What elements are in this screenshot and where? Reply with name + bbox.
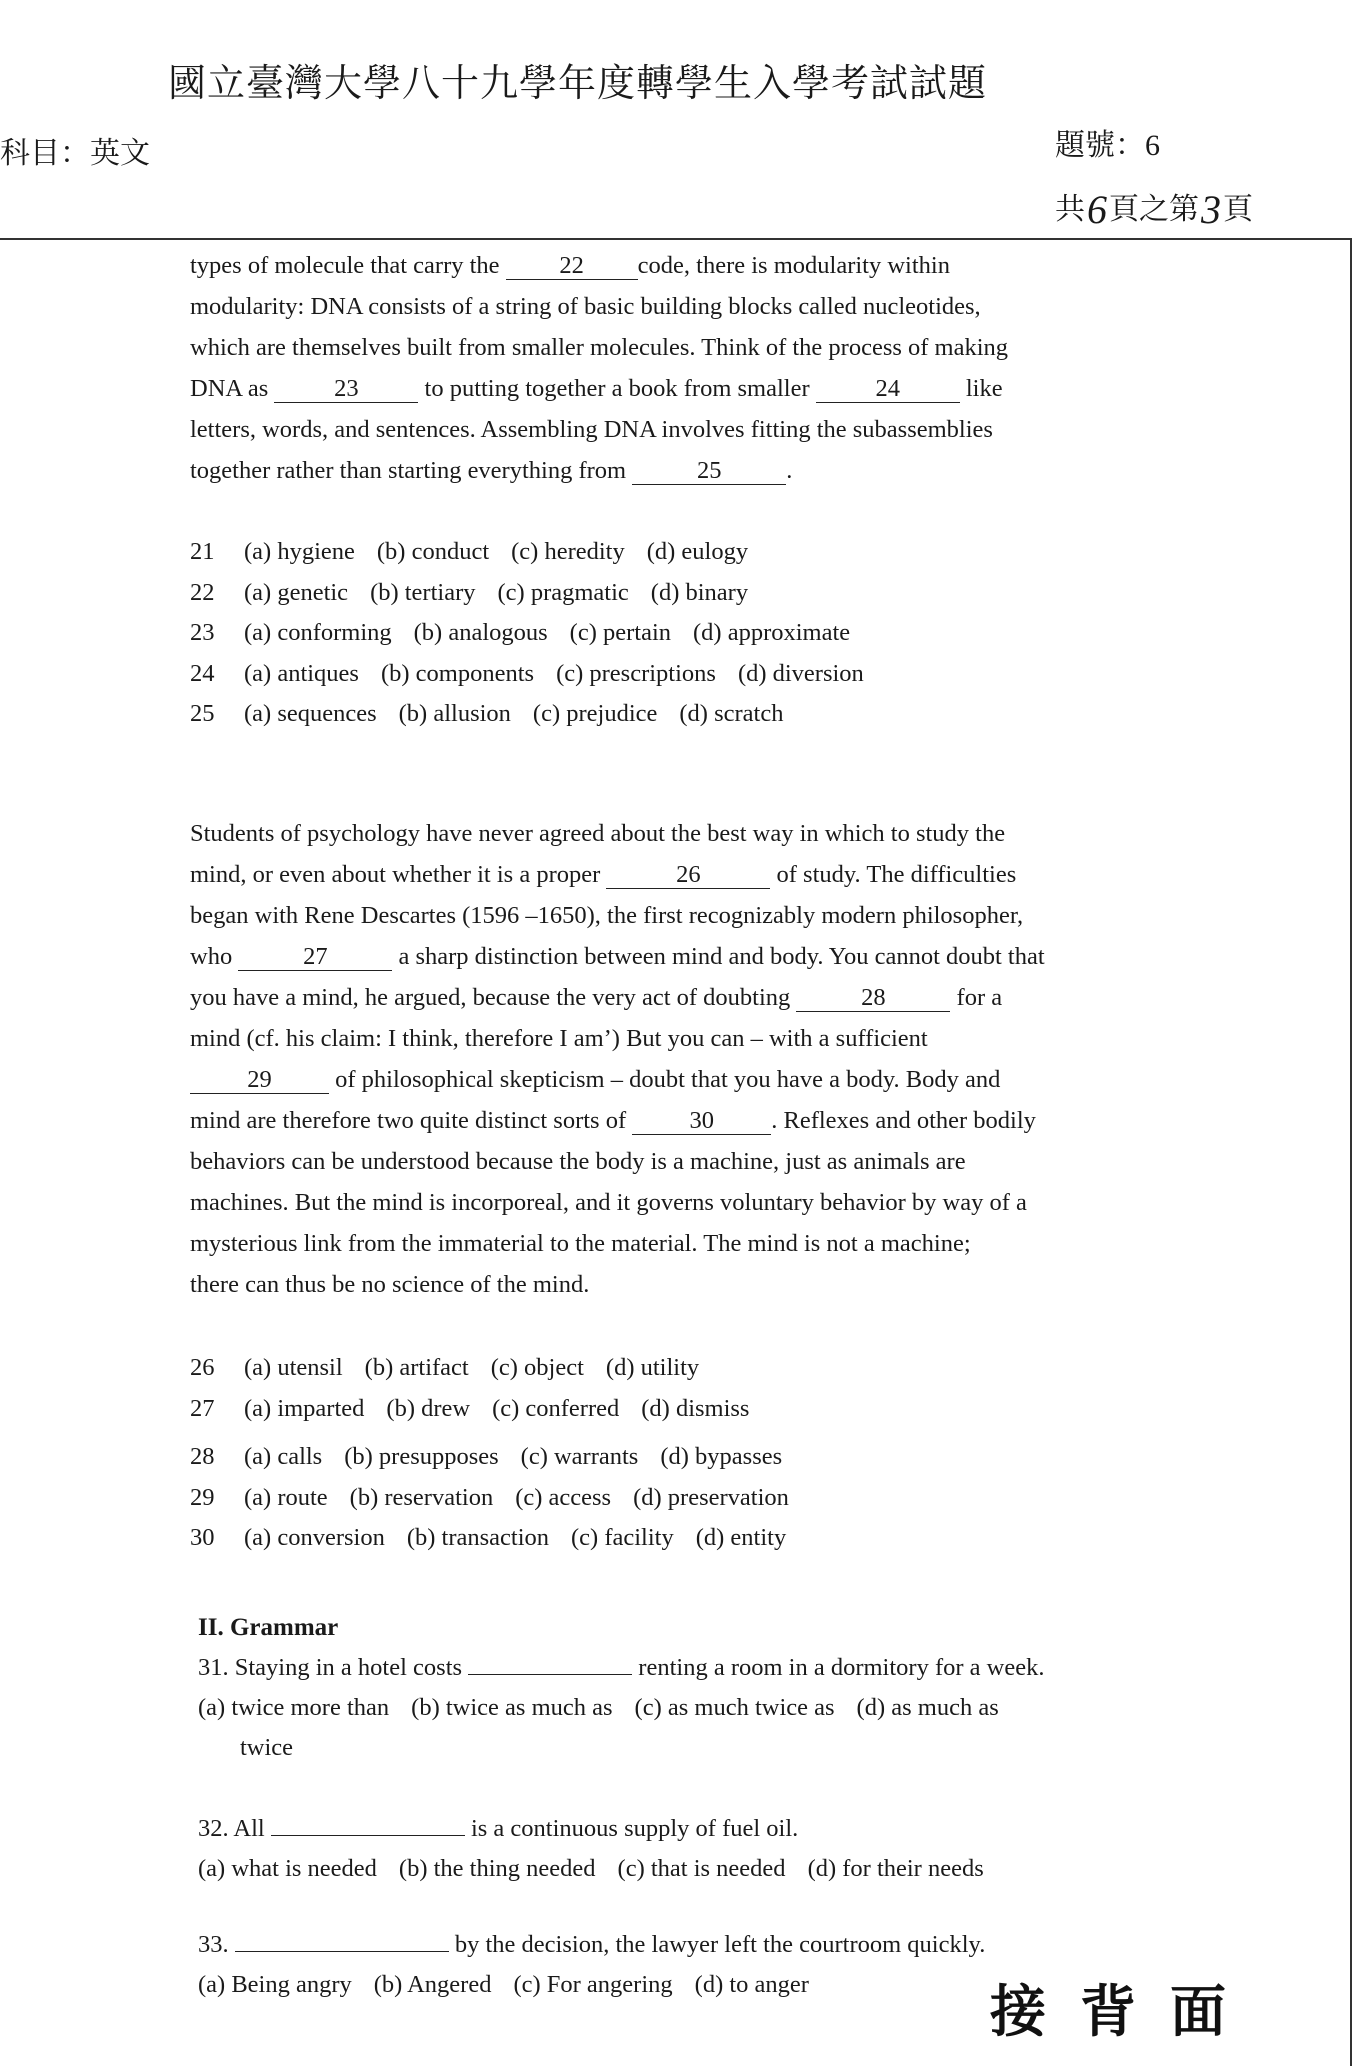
passage-line: Students of psychology have never agreed about the best way in which to study the — [190, 820, 1006, 847]
blank-32 — [271, 1835, 465, 1836]
blank-33 — [235, 1951, 449, 1952]
option-row-26: 26 (a) utensil (b) artifact (c) object (d) utility — [190, 1354, 700, 1381]
blank-29: 29 — [190, 1068, 329, 1094]
question-33 — [198, 1925, 985, 2005]
passage-line: began with Rene Descartes (1596 –1650), the first recognizably modern philosopher, — [190, 902, 1024, 929]
passage-1 — [190, 245, 1008, 491]
question-stem: 31. Staying in a hotel costs renting a room in a dormitory for a week. — [198, 1654, 1045, 1681]
question-31 — [198, 1648, 1044, 1768]
option-row-21: 21 (a) hygiene (b) conduct (c) heredity (d) eulogy — [190, 538, 749, 565]
blank-31 — [468, 1674, 632, 1675]
exam-title: 國立臺灣大學八十九學年度轉學生入學考試試題 — [168, 63, 988, 105]
frame-right-border — [1350, 238, 1352, 2066]
subject-label: 科目：英文 — [0, 137, 150, 170]
pages-current: 3 — [1201, 187, 1221, 232]
pages-prefix: 共 — [1055, 193, 1085, 226]
passage-line: who 27 a sharp distinction between mind and body. You cannot doubt that — [190, 943, 1045, 970]
passage-line: behaviors can be understood because the body is a machine, just as animals are — [190, 1148, 966, 1175]
blank-24: 24 — [816, 377, 960, 403]
passage-line: mind, or even about whether it is a proper 26 of study. The difficulties — [190, 861, 1017, 888]
frame-top-border — [0, 238, 1352, 240]
passage-line: machines. But the mind is incorporeal, and it governs voluntary behavior by way of a — [190, 1189, 1027, 1216]
pages-suffix: 頁 — [1223, 193, 1253, 226]
passage-line: together rather than starting everything from 25 . — [190, 457, 793, 484]
option-row-28: 28 (a) calls (b) presupposes (c) warrants (d) bypasses — [190, 1443, 783, 1470]
passage-line: there can thus be no science of the mind. — [190, 1271, 590, 1298]
question-stem: 33. by the decision, the lawyer left the courtroom quickly. — [198, 1931, 986, 1958]
blank-28: 28 — [796, 986, 950, 1012]
passage-line: mind (cf. his claim: I think, therefore I am’) But you can – with a sufficient — [190, 1025, 928, 1052]
blank-30: 30 — [632, 1109, 771, 1135]
passage-line: you have a mind, he argued, because the very act of doubting 28 for a — [190, 984, 1003, 1011]
blank-22: 22 — [506, 254, 638, 280]
option-row-23: 23 (a) conforming (b) analogous (c) pertain (d) approximate — [190, 619, 851, 646]
passage-line: letters, words, and sentences. Assembling DNA involves fitting the subassemblies — [190, 416, 993, 443]
options-26-30 — [190, 1348, 811, 1559]
option-row-29: 29 (a) route (b) reservation (c) access (d) preservation — [190, 1483, 789, 1511]
blank-27: 27 — [238, 945, 392, 971]
options-21-25 — [190, 532, 886, 735]
question-options: (a) twice more than (b) twice as much as (c) as much twice as (d) as much as — [198, 1694, 999, 1721]
pages-total: 6 — [1087, 187, 1107, 232]
question-options: (a) what is needed (b) the thing needed (c) that is needed (d) for their needs — [198, 1855, 984, 1882]
passage-line: DNA as 23 to putting together a book from smaller 24 like — [190, 375, 1003, 402]
option-row-24: 24 (a) antiques (b) components (c) prescriptions (d) diversion — [190, 659, 864, 687]
passage-line: mysterious link from the immaterial to the material. The mind is not a machine; — [190, 1230, 971, 1257]
passage-line: which are themselves built from smaller molecules. Think of the process of making — [190, 334, 1009, 361]
question-32 — [198, 1809, 984, 1889]
option-row-30: 30 (a) conversion (b) transaction (c) facility (d) entity — [190, 1524, 787, 1551]
option-row-27: 27 (a) imparted (b) drew (c) conferred (d) dismiss — [190, 1394, 750, 1422]
question-options: (a) Being angry (b) Angered (c) For angering (d) to anger — [198, 1971, 809, 1998]
continue-on-back-stamp: 接背面 — [990, 1979, 1260, 2045]
blank-26: 26 — [606, 863, 770, 889]
question-stem: 32. All is a continuous supply of fuel oil. — [198, 1815, 799, 1842]
passage-line: modularity: DNA consists of a string of basic building blocks called nucleotides, — [190, 293, 981, 320]
question-options-cont: twice — [240, 1734, 294, 1761]
pages-mid: 頁之第 — [1109, 193, 1199, 226]
section-heading-grammar: II. Grammar — [198, 1614, 339, 1641]
blank-25: 25 — [632, 459, 786, 485]
passage-line: 29 of philosophical skepticism – doubt that you have a body. Body and — [190, 1059, 1045, 1100]
option-row-25: 25 (a) sequences (b) allusion (c) prejudice (d) scratch — [190, 700, 784, 727]
passage-line: types of molecule that carry the 22 code, there is modularity within — [190, 252, 950, 279]
question-number: 題號：6 — [1055, 129, 1160, 162]
blank-23: 23 — [274, 377, 418, 403]
passage-2 — [190, 813, 1045, 1305]
page-indicator — [1055, 182, 1253, 232]
option-row-22: 22 (a) genetic (b) tertiary (c) pragmatic (d) binary — [190, 578, 749, 606]
passage-line: mind are therefore two quite distinct sorts of 30 . Reflexes and other bodily — [190, 1107, 1036, 1134]
